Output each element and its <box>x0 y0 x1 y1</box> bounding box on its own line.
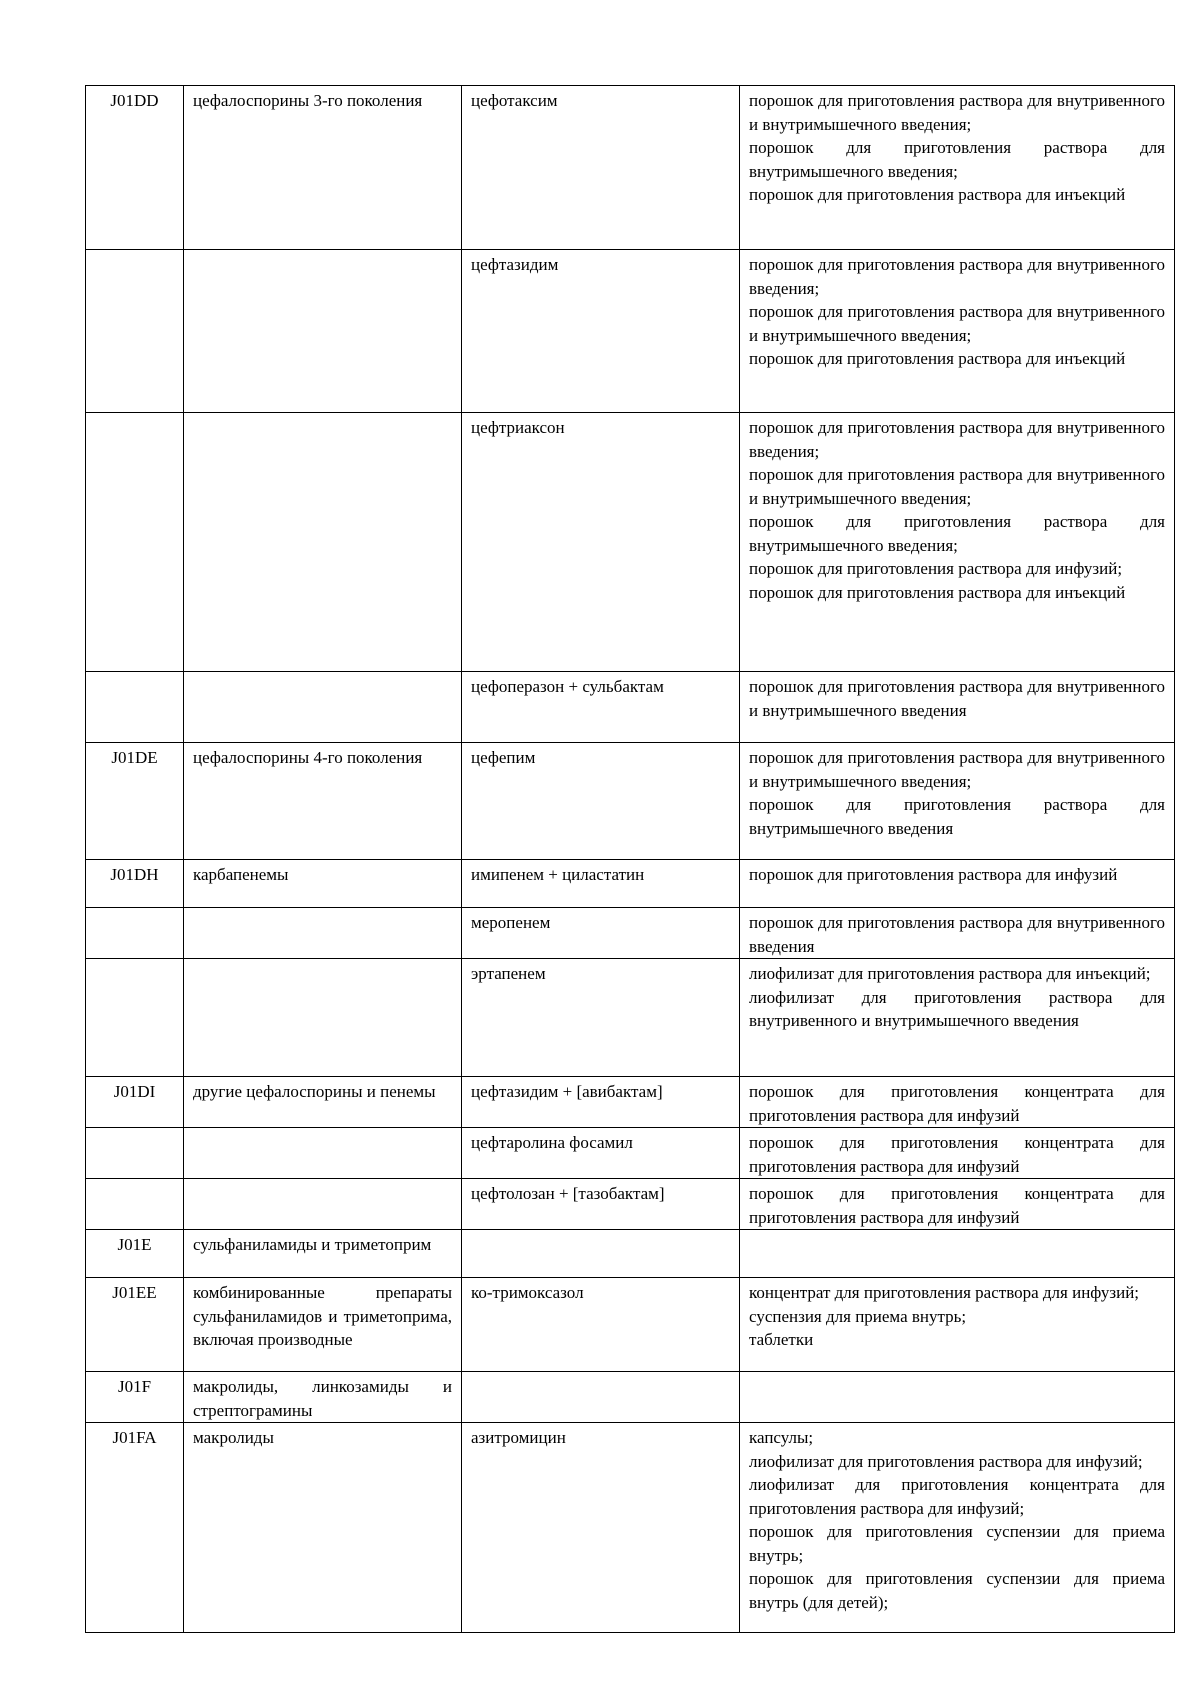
drug-table <box>85 85 1175 1633</box>
atc-code-cell: J01DE <box>86 743 184 860</box>
atc-code-cell: J01DH <box>86 860 184 908</box>
group-name-cell <box>184 1128 462 1179</box>
dosage-form-item: таблетки <box>749 1330 814 1349</box>
drug-name-cell <box>462 1230 740 1278</box>
dosage-form-cell <box>740 908 1175 959</box>
table-row <box>86 1230 1175 1278</box>
dosage-form-item: капсулы; <box>749 1428 814 1447</box>
group-name-cell: макролиды <box>184 1423 462 1633</box>
dosage-form-cell <box>740 672 1175 743</box>
atc-code-cell: J01DI <box>86 1077 184 1128</box>
atc-code-cell <box>86 672 184 743</box>
table-row <box>86 672 1175 743</box>
dosage-form-cell <box>740 86 1175 250</box>
dosage-form-item: порошок для приготовления раствора для внутривенного введения; <box>749 255 1165 298</box>
atc-code-cell: J01FA <box>86 1423 184 1633</box>
drug-name-cell: ко-тримоксазол <box>462 1278 740 1372</box>
dosage-form-item: порошок для приготовления раствора для инъекций <box>749 582 1126 602</box>
drug-name-cell: цефепим <box>462 743 740 860</box>
table-row <box>86 250 1175 413</box>
dosage-form-item: порошок для приготовления концентрата для приготовления раствора для инфузий <box>749 1133 1165 1176</box>
dosage-form-item: порошок для приготовления концентрата для приготовления раствора для инфузий <box>749 1184 1165 1227</box>
group-name-cell: комбинированные препараты сульфаниламидов и триметоприма, включая производные <box>184 1278 462 1372</box>
table-row <box>86 959 1175 1077</box>
table-row <box>86 1077 1175 1128</box>
dosage-form-item: порошок для приготовления суспензии для приема внутрь (для детей); <box>749 1569 1165 1612</box>
dosage-form-cell <box>740 1423 1175 1633</box>
atc-code-cell <box>86 1179 184 1230</box>
group-name-cell: другие цефалоспорины и пенемы <box>184 1077 462 1128</box>
group-name-cell <box>184 413 462 672</box>
atc-code-cell <box>86 250 184 413</box>
dosage-form-item: порошок для приготовления раствора для внутривенного и внутримышечного введения; <box>749 748 1165 791</box>
table-row <box>86 1372 1175 1423</box>
atc-code-cell <box>86 413 184 672</box>
drug-name-cell: цефтаролина фосамил <box>462 1128 740 1179</box>
table-body <box>86 86 1175 1633</box>
dosage-form-item: порошок для приготовления раствора для инфузий; <box>749 559 1123 578</box>
dosage-form-cell <box>740 250 1175 413</box>
drug-name-cell: цефтазидим <box>462 250 740 413</box>
dosage-form-item: порошок для приготовления суспензии для приема внутрь; <box>749 1522 1165 1565</box>
dosage-form-item: порошок для приготовления раствора для внутримышечного введения; <box>749 512 1165 555</box>
atc-code-cell <box>86 908 184 959</box>
dosage-form-item: порошок для приготовления раствора для внутривенного и внутримышечного введения; <box>749 302 1165 345</box>
drug-name-cell: цефтриаксон <box>462 413 740 672</box>
table-row <box>86 86 1175 250</box>
dosage-form-cell <box>740 413 1175 672</box>
table-row <box>86 1423 1175 1633</box>
table-row <box>86 413 1175 672</box>
group-name-cell <box>184 959 462 1077</box>
group-name-cell: макролиды, линкозамиды и стрептограмины <box>184 1372 462 1423</box>
drug-name-cell: меропенем <box>462 908 740 959</box>
drug-name-cell: цефтолозан + [тазобактам] <box>462 1179 740 1230</box>
dosage-form-cell <box>740 1278 1175 1372</box>
table-row <box>86 908 1175 959</box>
drug-name-cell: цефоперазон + сульбактам <box>462 672 740 743</box>
atc-code-cell: J01EE <box>86 1278 184 1372</box>
dosage-form-item: суспензия для приема внутрь; <box>749 1306 967 1326</box>
dosage-form-item: порошок для приготовления раствора для внутривенного и внутримышечного введения <box>749 677 1165 720</box>
dosage-form-cell <box>740 1179 1175 1230</box>
dosage-form-item: порошок для приготовления раствора для внутривенного введения; <box>749 418 1165 461</box>
dosage-form-item: порошок для приготовления раствора для внутривенного и внутримышечного введения; <box>749 91 1165 134</box>
dosage-form-item: лиофилизат для приготовления раствора для инъекций; <box>749 964 1151 983</box>
table-row <box>86 1278 1175 1372</box>
atc-code-cell <box>86 959 184 1077</box>
dosage-form-cell <box>740 1230 1175 1278</box>
table-row <box>86 860 1175 908</box>
drug-name-cell: азитромицин <box>462 1423 740 1633</box>
atc-code-cell: J01F <box>86 1372 184 1423</box>
dosage-form-item: лиофилизат для приготовления раствора для внутривенного и внутримышечного введения <box>749 987 1165 1030</box>
atc-code-cell <box>86 1128 184 1179</box>
group-name-cell <box>184 672 462 743</box>
dosage-form-cell <box>740 1128 1175 1179</box>
group-name-cell: цефалоспорины 4-го поколения <box>184 743 462 860</box>
dosage-form-cell <box>740 959 1175 1077</box>
dosage-form-item: порошок для приготовления раствора для инъекций <box>749 349 1126 368</box>
dosage-form-item: лиофилизат для приготовления раствора для инфузий; <box>749 1451 1143 1471</box>
dosage-form-cell <box>740 743 1175 860</box>
dosage-form-item: порошок для приготовления раствора для инъекций <box>749 185 1126 204</box>
dosage-form-item: порошок для приготовления концентрата для приготовления раствора для инфузий <box>749 1082 1165 1125</box>
dosage-form-cell <box>740 1372 1175 1423</box>
dosage-form-item: порошок для приготовления раствора для внутривенного и внутримышечного введения; <box>749 465 1165 508</box>
drug-name-cell: имипенем + циластатин <box>462 860 740 908</box>
group-name-cell: сульфаниламиды и триметоприм <box>184 1230 462 1278</box>
table-row <box>86 743 1175 860</box>
drug-name-cell: эртапенем <box>462 959 740 1077</box>
drug-name-cell: цефотаксим <box>462 86 740 250</box>
dosage-form-cell <box>740 1077 1175 1128</box>
dosage-form-item: порошок для приготовления раствора для инфузий <box>749 865 1118 884</box>
dosage-form-item: концентрат для приготовления раствора для инфузий; <box>749 1283 1140 1302</box>
group-name-cell: цефалоспорины 3-го поколения <box>184 86 462 250</box>
group-name-cell <box>184 1179 462 1230</box>
dosage-form-item: порошок для приготовления раствора для внутримышечного введения <box>749 795 1165 838</box>
dosage-form-item: порошок для приготовления раствора для внутривенного введения <box>749 913 1165 956</box>
table-row <box>86 1128 1175 1179</box>
atc-code-cell: J01DD <box>86 86 184 250</box>
drug-name-cell <box>462 1372 740 1423</box>
dosage-form-item: лиофилизат для приготовления концентрата для приготовления раствора для инфузий; <box>749 1475 1165 1518</box>
dosage-form-cell <box>740 860 1175 908</box>
dosage-form-item: порошок для приготовления раствора для внутримышечного введения; <box>749 138 1165 181</box>
table-row <box>86 1179 1175 1230</box>
group-name-cell <box>184 250 462 413</box>
atc-code-cell: J01E <box>86 1230 184 1278</box>
group-name-cell <box>184 908 462 959</box>
group-name-cell: карбапенемы <box>184 860 462 908</box>
drug-name-cell: цефтазидим + [авибактам] <box>462 1077 740 1128</box>
